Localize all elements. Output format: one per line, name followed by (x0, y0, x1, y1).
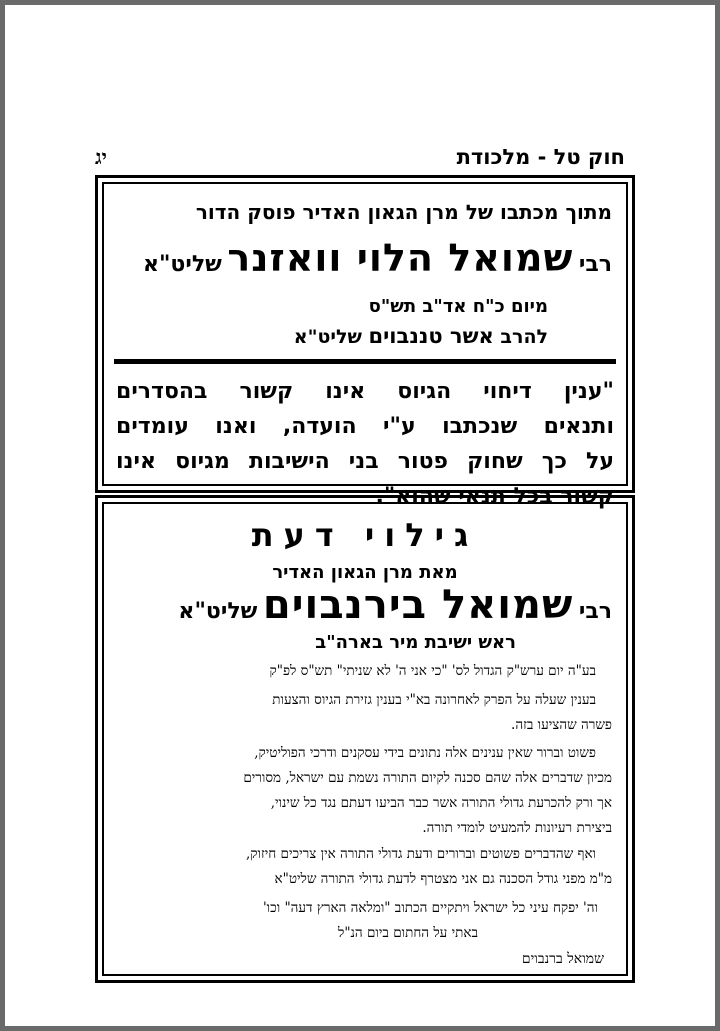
letter-box-wosner (95, 175, 635, 509)
divider-rule (114, 359, 616, 364)
name-suffix: שליט"א (142, 252, 222, 277)
name-prefix: רבי (578, 252, 612, 277)
paragraph-line: פשרה שהציעו בזה. (511, 717, 612, 733)
name-prefix: רבי (578, 599, 612, 624)
letter-quote (116, 374, 614, 514)
rabbi-role: ראש ישיבת מיר בארה"ב (315, 632, 516, 653)
rabbi-name-line (116, 582, 612, 628)
letter-box-inner (102, 502, 628, 976)
paragraph-line: וה' יפקח עיני כל ישראל ויתקיים הכתוב "ומלאה הארץ דעה" וכו' (262, 900, 598, 916)
quote-line: "ענין דיחוי הגיוס אינו קשור בהסדרים (116, 379, 614, 404)
rabbi-name: שמואל הלוי וואזנר (227, 236, 574, 280)
declaration-from: מאת מרן הגאון האדיר (272, 562, 458, 583)
rabbi-name: שמואל בירנבוים (262, 582, 574, 628)
rabbi-name-line (116, 236, 612, 280)
name-suffix: שליט"א (178, 599, 258, 624)
paragraph-4 (116, 896, 598, 946)
quote-line: על כך שחוק פטור בני הישיבות מגיוס אינו (116, 449, 614, 474)
quote-line: קשור בכל תנאי שהוא". (375, 484, 614, 509)
letter-box-inner (102, 182, 628, 509)
recipient-prefix: להרב (500, 326, 548, 348)
letter-date-line: בע"ה יום ערש"ק הגדול לס' "כי אני ה' לא שניתי" תש"ס לפ"ק (269, 663, 596, 679)
paragraph-line: ביצירת רעיונות להמעיט לומדי תורה. (422, 820, 612, 836)
paragraph-2 (116, 741, 612, 841)
signature: שמואל ברנבוים (521, 951, 604, 967)
page-header (95, 145, 625, 173)
paragraph-line: בענין שעלה על הפרק לאחרונה בא"י בענין גזירת הגיוס והצעות (272, 692, 596, 708)
letter-date: מיום כ"ח אד"ב תש"ס (368, 296, 548, 317)
running-title: חוק טל - מלכודת (456, 145, 625, 169)
paragraph-3 (116, 842, 612, 892)
declaration-title: גילוי דעת (251, 516, 479, 554)
page-number: יג (95, 145, 107, 169)
paragraph-line: מ"מ מפני גודל הסכנה גם אני מצטרף לדעת גדולי התורה שליט"א (274, 871, 612, 887)
letter-box-birnbaum (95, 495, 635, 983)
quote-line: ותנאים שנכתבו ע"י הועדה, ואנו עומדים (116, 414, 614, 439)
paragraph-line: מכיון שדברים אלה שהם סכנה לקיום התורה נשמת עם ישראל, מסורים (243, 770, 612, 786)
paragraph-line: פשוט וברור שאין ענינים אלה נתונים בידי עסקנים ודרכי הפוליטיק, (254, 745, 596, 761)
paragraph-line: אך ורק להכרעת גדולי התורה אשר כבר הביעו דעתם נגד כל שינוי, (270, 795, 612, 811)
paragraph-1 (116, 688, 612, 738)
letter-intro: מתוך מכתבו של מרן הגאון האדיר פוסק הדור (195, 200, 612, 224)
recipient-name: אשר טננבוים (368, 324, 494, 348)
recipient-suffix: שליט"א (293, 326, 362, 348)
recipient-line (116, 324, 548, 348)
paragraph-line: ואף שהדברים פשוטים וברורים ודעת גדולי התורה אין צריכים חיזוק, (245, 846, 596, 862)
document-page (5, 5, 715, 1026)
paragraph-line: באתי על החתום ביום הנ"ל (338, 925, 478, 941)
